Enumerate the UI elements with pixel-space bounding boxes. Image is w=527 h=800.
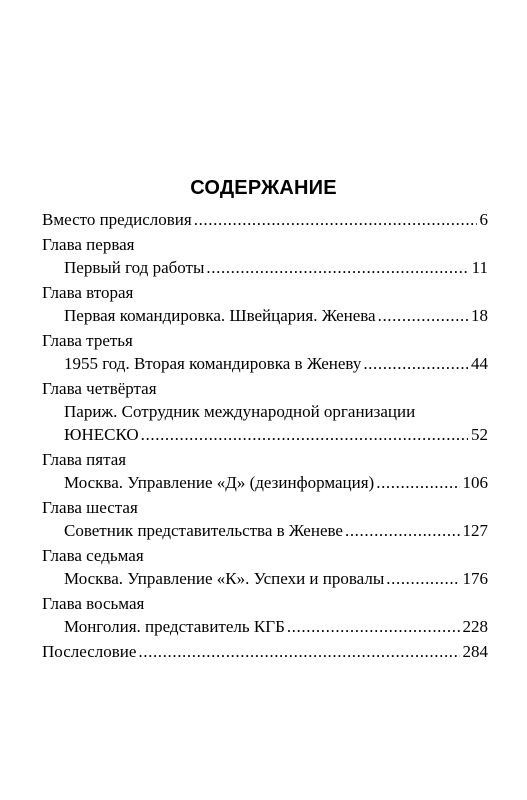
- toc-entry-label: ЮНЕСКО: [64, 425, 139, 444]
- table-of-contents: [42, 208, 488, 663]
- page-title: СОДЕРЖАНИЕ: [190, 177, 337, 199]
- chapter-heading: Глава четвёртая: [42, 379, 157, 398]
- toc-entry-chapter-4-line-2[interactable]: [42, 423, 488, 446]
- toc-entry-chapter-2[interactable]: [42, 304, 488, 327]
- toc-entry-chapter-3[interactable]: [42, 352, 488, 375]
- dot-leader: [378, 304, 468, 327]
- chapter-heading: Глава вторая: [42, 283, 134, 302]
- chapter-heading: Глава первая: [42, 235, 135, 254]
- chapter-heading: Глава восьмая: [42, 594, 145, 613]
- toc-entry-label: Послесловие: [42, 642, 137, 661]
- toc-entry-chapter-7[interactable]: [42, 567, 488, 590]
- toc-page-number: 176: [462, 569, 488, 588]
- dot-leader: [141, 423, 468, 446]
- toc-page-number: 228: [462, 617, 488, 636]
- toc-entry-label: Москва. Управление «Д» (дезинформация): [64, 473, 375, 492]
- dot-leader: [138, 640, 459, 663]
- dot-leader: [376, 471, 459, 494]
- toc-page-number: 106: [462, 473, 488, 492]
- toc-entry-label: Париж. Сотрудник международной организации: [64, 402, 416, 421]
- toc-entry-label: Вместо предисловия: [42, 210, 192, 229]
- dot-leader: [287, 615, 460, 638]
- toc-entry-label: 1955 год. Вторая командировка в Женеву: [64, 354, 362, 373]
- dot-leader: [386, 567, 459, 590]
- toc-entry-chapter-6[interactable]: [42, 519, 488, 542]
- chapter-heading: Глава шестая: [42, 498, 138, 517]
- toc-entry-chapter-4-line-1[interactable]: [42, 400, 488, 423]
- toc-entry-afterword[interactable]: [42, 640, 488, 663]
- chapter-heading: Глава пятая: [42, 450, 127, 469]
- toc-entry-chapter-8[interactable]: [42, 615, 488, 638]
- dot-leader: [194, 208, 477, 231]
- toc-page-number: 52: [471, 425, 488, 444]
- dot-leader: [345, 519, 460, 542]
- dot-leader: [363, 352, 468, 375]
- toc-entry-chapter-1[interactable]: [42, 256, 488, 279]
- toc-entry-label: Монголия. представитель КГБ: [64, 617, 285, 636]
- chapter-heading: Глава седьмая: [42, 546, 144, 565]
- toc-page-number: 44: [471, 354, 488, 373]
- toc-entry-label: Москва. Управление «К». Успехи и провалы: [64, 569, 385, 588]
- toc-page-number: 127: [462, 521, 488, 540]
- dot-leader: [206, 256, 468, 279]
- toc-entry-chapter-5[interactable]: [42, 471, 488, 494]
- toc-page-number: 6: [479, 210, 488, 229]
- toc-page-number: 284: [462, 642, 488, 661]
- toc-page-number: 11: [471, 258, 488, 277]
- toc-entry-label: Первый год работы: [64, 258, 205, 277]
- toc-page-number: 18: [471, 306, 488, 325]
- chapter-heading: Глава третья: [42, 331, 133, 350]
- toc-entry-intro[interactable]: [42, 208, 488, 231]
- toc-entry-label: Советник представительства в Женеве: [64, 521, 343, 540]
- toc-entry-label: Первая командировка. Швейцария. Женева: [64, 306, 376, 325]
